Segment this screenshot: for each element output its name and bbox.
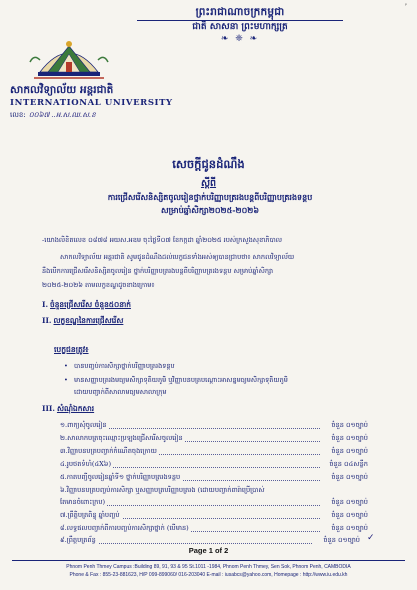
footer-address: Phnom Penh Thmey Campus :Building 89, 91, 93 & 95 St.1011 -1984, Phnom Penh Thmey, Sen Sok, Phnom Penh, CAMBODIA xyxy=(66,564,351,570)
kingdom-title: ព្រះរាជាណាចក្រកម្ពុជា xyxy=(195,6,285,18)
intro-line-2: នឹងបើកការជ្រើសរើសនិស្សិតចូលរៀន ថ្នាក់បរិញ្ញាបត្ររងបន្តពីបរិញ្ញាបត្ររងទន្តប សម្រាប់ឆ្នាំសិក្សា xyxy=(42,267,274,275)
university-name-kh: សាកលវិទ្យាល័យ អន្តរជាតិ xyxy=(10,84,114,96)
document-label: ៩.ព្រឹត្តបត្រព័ន្ធ xyxy=(60,536,96,544)
bullet-icon: • xyxy=(64,362,68,370)
document-item xyxy=(60,498,368,509)
criteria-text-continued: ដោយបញ្ជាក់ពីសាលាមធ្យមសាលាក្រុម xyxy=(74,388,167,396)
document-quantity: ចំនួន ០១ច្បាប់ xyxy=(320,511,368,521)
document-label: តែមានចំពោះក្រប) xyxy=(60,498,106,506)
national-motto: ជាតិ សាសនា ព្រះមហាក្សត្រ xyxy=(192,22,288,32)
document-label: ៣.វិញ្ញាបនបត្របញ្ជាក់កំណើតចុងក្រោយ xyxy=(60,447,157,455)
document-label: ៨.លទ្ធផលបញ្ជាក់ពីការបញ្ចប់ការសិក្សាថ្នាក់ (បើមាន) xyxy=(60,524,189,532)
document-quantity: ចំនួន ០១ច្បាប់ xyxy=(320,434,368,444)
header-divider xyxy=(137,20,343,21)
document-item xyxy=(60,460,368,471)
document-label: ១.ពាក្យសុំចូលរៀន xyxy=(60,421,107,429)
document-label: ៤.រូបថតទំហំ(៤X៦) xyxy=(60,460,112,468)
section-quota xyxy=(42,300,131,311)
reference-number xyxy=(10,111,96,121)
footer-divider xyxy=(12,560,405,561)
section-criteria-label: លក្ខខណ្ឌនៃការជ្រើសរើស xyxy=(53,316,124,325)
subject-label: ស្តីពី xyxy=(200,178,217,189)
reference-handwritten: ០០៦៧ ..អ.ស.ឈ.ស.ខ xyxy=(28,111,96,119)
criteria-text: បានបញ្ចប់ការសិក្សាថ្នាក់បរិញ្ញាបត្ររងទន្តប xyxy=(74,362,175,370)
document-item xyxy=(60,524,368,535)
intro-line-3: ២០២៥-២០២៦ តាមលក្ខខណ្ឌដូចខាងក្រោម៖ xyxy=(42,281,155,289)
document-label: ២.សាលាកបត្រចុះឈ្មោះប្រឡងជ្រើសរើសចូលរៀន xyxy=(60,434,183,442)
section-criteria-number: II. xyxy=(42,316,52,325)
subject-line-2: សម្រាប់ឆ្នាំសិក្សា២០២៥-២០២៦ xyxy=(160,205,259,215)
document-quantity: ចំនួន ០១ច្បាប់ xyxy=(312,536,360,546)
bullet-icon: • xyxy=(64,376,68,384)
leader-dots xyxy=(70,505,320,506)
criteria-text: មានសញ្ញាបត្ររងមធ្យមសិក្សាទុតិយភូមិ ឬវិញ្ញាបនបត្របណ្តោះអាសន្នមធ្យមសិក្សាទុតិយភូមិ xyxy=(74,376,288,384)
document-item xyxy=(60,421,368,432)
section-documents xyxy=(42,404,94,415)
criteria-item xyxy=(64,376,288,386)
section-quota-label: ចំនួនជ្រើសរើស ចំនួន៥០នាក់ xyxy=(50,300,131,309)
document-quantity: ចំនួន ០១ច្បាប់ xyxy=(320,447,368,457)
document-quantity: ចំនួន ០១ច្បាប់ xyxy=(320,473,368,483)
footer-contact: Phone & Fax : 855-23-881623, H/P 099-899060/ 016-203040 E-mail : iusabcs@yahoo.com, Homepage : http://www.iu.edu.kh xyxy=(69,572,348,578)
section-documents-label: សំណុំឯកសារ xyxy=(56,404,95,413)
criteria-item xyxy=(64,362,175,372)
page-number: Page 1 of 2 xyxy=(188,546,229,555)
document-item xyxy=(60,447,368,458)
document-quantity: ចំនួន ០១ច្បាប់ xyxy=(320,524,368,534)
section-documents-number: III. xyxy=(42,404,55,413)
document-quantity: ចំនួន ០៤សន្លឹក xyxy=(320,460,368,470)
leader-dots xyxy=(70,543,312,544)
document-item xyxy=(60,473,368,484)
university-logo-icon xyxy=(26,32,112,84)
document-quantity: ចំនួន ០១ច្បាប់ xyxy=(320,498,368,508)
candidate-requirement-heading: បេក្ខជនត្រូវ៖ xyxy=(54,345,89,354)
intro-line-1: សាកលវិទ្យាល័យ អន្តរជាតិ សូមជូនដំណឹងដល់បេក្ខជនទាំងអស់ឲ្យបានជ្រាបថា៖ សាកលវិទ្យាល័យ xyxy=(60,253,295,261)
corner-mark: ᴾ xyxy=(404,3,407,9)
header-ornament: ❧ ❈ ❧ xyxy=(220,34,260,44)
reference-label: លេខ: xyxy=(10,111,26,119)
document-label: ៥.កាតបញ្ជីចូលរៀនឆ្នាំទី១ ថ្នាក់បរិញ្ញាបត្ររងទន្តប xyxy=(60,473,181,481)
document-label: ៦.វិញ្ញាបនបត្របញ្ចប់ការសិក្សា ឬសញ្ញាបត្របរិញ្ញាបត្ររង (ដោយបញ្ជាក់ពារ៉ាប្រើប្រាស់ xyxy=(60,486,265,494)
notice-title: សេចក្តីជូនដំណឹង xyxy=(172,157,245,171)
subject-line-1: ការជ្រើសរើសនិស្សិតចូលរៀនថ្នាក់បរិញ្ញាបត្ររងបន្តពីបរិញ្ញាបត្ររងទន្តប xyxy=(107,192,313,202)
document-item xyxy=(60,434,368,445)
document-quantity: ចំនួន ០១ច្បាប់ xyxy=(320,421,368,431)
university-name-en: INTERNATIONAL UNIVERSITY xyxy=(10,98,173,108)
handwritten-check-icon: ✓ xyxy=(367,533,375,543)
section-quota-number: I. xyxy=(42,300,49,309)
document-item xyxy=(60,511,368,522)
document-label: ៧.ព្រឹត្តិបត្រពិន្ទុ ឆ្នាំបញ្ចប់ xyxy=(60,511,120,519)
reference-letter: -យោងលិខិតលេខ ០៨៧៨ អយស.អឧម ចុះថ្ងៃទី០៧ ខែកក្កដា ឆ្នាំ២០២៥ របស់ក្រសួងសុខាភិបាល xyxy=(42,236,283,244)
national-header xyxy=(137,6,343,44)
section-criteria xyxy=(42,316,123,327)
